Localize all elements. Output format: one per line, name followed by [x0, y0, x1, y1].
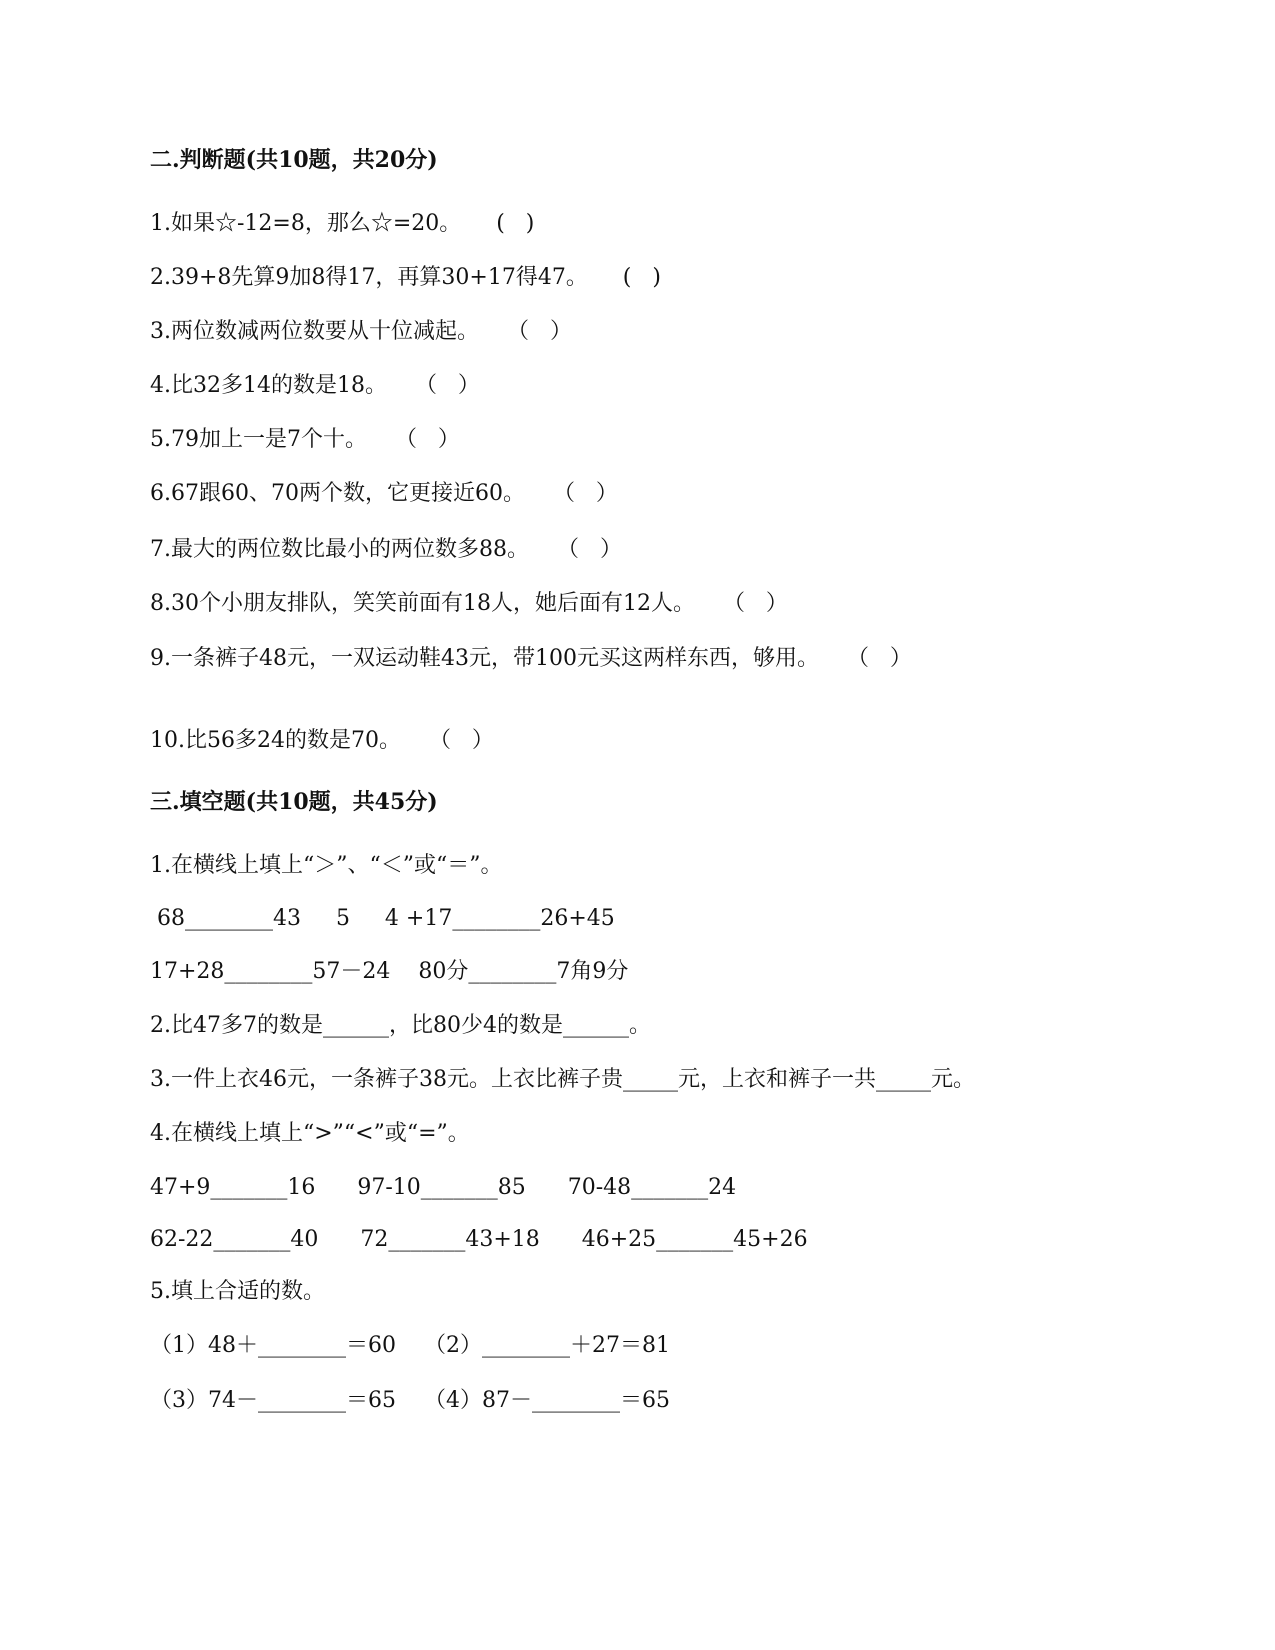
judge-item-2: 2.39+8先算9加8得17，再算30+17得47。 ( ): [150, 265, 661, 290]
section3-heading: 三.填空题(共10题，共45分): [150, 789, 438, 815]
fill-line-10: （1）48＋________＝60 （2）________＋27＝81: [150, 1333, 670, 1358]
fill-line-8: 62-22_______40 72_______43+18 46+25_______45+26: [150, 1227, 808, 1252]
judge-item-6: 6.67跟60、70两个数，它更接近60。 （ ）: [150, 481, 618, 506]
fill-line-2: 68________43 5 4 +17________26+45: [150, 906, 615, 931]
fill-line-11: （3）74－________＝65 （4）87－________＝65: [150, 1388, 670, 1413]
judge-item-4: 4.比32多14的数是18。 （ ）: [150, 373, 480, 398]
judge-item-8: 8.30个小朋友排队，笑笑前面有18人，她后面有12人。 （ ）: [150, 591, 788, 616]
fill-line-5: 3.一件上衣46元，一条裤子38元。上衣比裤子贵_____元，上衣和裤子一共_____元。: [150, 1067, 975, 1092]
judge-item-9: 9.一条裤子48元，一双运动鞋43元，带100元买这两样东西，够用。 （ ）: [150, 646, 912, 671]
fill-line-7: 47+9_______16 97-10_______85 70-48_______24: [150, 1175, 737, 1200]
fill-line-6: 4.在横线上填上“>”“<”或“=”。: [150, 1121, 470, 1146]
fill-line-9: 5.填上合适的数。: [150, 1279, 325, 1304]
fill-line-1: 1.在横线上填上“＞”、“＜”或“＝”。: [150, 853, 503, 878]
fill-line-3: 17+28________57－24 80分________7角9分: [150, 959, 629, 984]
judge-item-7: 7.最大的两位数比最小的两位数多88。 （ ）: [150, 537, 622, 562]
judge-item-1: 1.如果☆-12=8，那么☆=20。 ( ): [150, 211, 535, 236]
judge-item-10: 10.比56多24的数是70。 （ ）: [150, 728, 494, 753]
fill-line-4: 2.比47多7的数是______，比80少4的数是______。: [150, 1013, 651, 1038]
judge-item-3: 3.两位数减两位数要从十位减起。 （ ）: [150, 319, 572, 344]
section2-heading: 二.判断题(共10题，共20分): [150, 147, 438, 173]
judge-item-5: 5.79加上一是7个十。 （ ）: [150, 427, 460, 452]
